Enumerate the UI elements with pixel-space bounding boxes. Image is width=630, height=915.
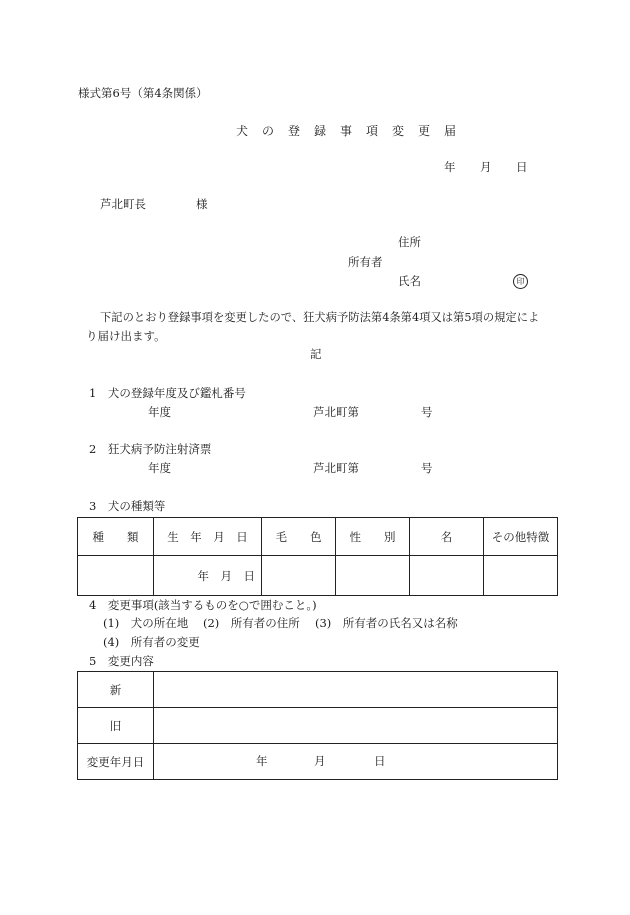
section-1-place: 芦北町第 bbox=[313, 405, 359, 419]
document-title: 犬の登録事項変更届 bbox=[236, 124, 471, 138]
row-new bbox=[78, 672, 558, 708]
label-new: 新 bbox=[78, 672, 154, 708]
section-1-year: 年度 bbox=[148, 405, 171, 419]
section-2-heading: 2 狂犬病予防注射済票 bbox=[89, 442, 212, 456]
cell-old[interactable] bbox=[154, 708, 558, 744]
header-sex: 性 別 bbox=[336, 518, 410, 556]
cell-birthdate[interactable]: 年 月 日 bbox=[154, 556, 262, 596]
change-date-year: 年 bbox=[256, 754, 268, 768]
label-change-date: 変更年月日 bbox=[78, 744, 154, 780]
section-2-number: 号 bbox=[421, 461, 433, 475]
row-old bbox=[78, 708, 558, 744]
dog-info-data-row bbox=[78, 556, 558, 596]
row-change-date bbox=[78, 744, 558, 780]
seal-char: 印 bbox=[513, 274, 528, 289]
section-2-place: 芦北町第 bbox=[313, 461, 359, 475]
section-4-heading: 4 変更事項(該当するものを○で囲むこと。) bbox=[89, 598, 317, 612]
ki-label: 記 bbox=[310, 347, 322, 361]
date-year: 年 bbox=[444, 160, 456, 174]
body-text-line-2: り届け出ます。 bbox=[86, 329, 166, 343]
cell-sex[interactable] bbox=[336, 556, 410, 596]
owner-label: 所有者 bbox=[348, 255, 383, 269]
cell-breed[interactable] bbox=[78, 556, 154, 596]
change-item-3[interactable]: (3) 所有者の氏名又は名称 bbox=[315, 616, 458, 630]
cell-new[interactable] bbox=[154, 672, 558, 708]
dog-info-table bbox=[77, 517, 558, 596]
change-item-4[interactable]: (4) 所有者の変更 bbox=[103, 635, 200, 649]
date-day: 日 bbox=[516, 160, 528, 174]
body-text-line-1: 下記のとおり登録事項を変更したので、狂犬病予防法第4条第4項又は第5項の規定によ bbox=[100, 311, 540, 324]
section-1-heading: 1 犬の登録年度及び鑑札番号 bbox=[89, 386, 246, 400]
addressee-honorific: 様 bbox=[196, 197, 208, 211]
owner-address-label: 住所 bbox=[398, 235, 421, 249]
change-date-month: 月 bbox=[314, 754, 326, 768]
header-name: 名 bbox=[410, 518, 484, 556]
cell-name[interactable] bbox=[410, 556, 484, 596]
change-item-2[interactable]: (2) 所有者の住所 bbox=[203, 616, 300, 630]
section-1-number: 号 bbox=[421, 405, 433, 419]
cell-coat-color[interactable] bbox=[262, 556, 336, 596]
change-date-day: 日 bbox=[374, 754, 386, 768]
cell-change-date[interactable] bbox=[154, 744, 558, 780]
owner-name-label: 氏名 bbox=[398, 274, 421, 288]
date-month: 月 bbox=[480, 160, 492, 174]
dog-info-header-row bbox=[78, 518, 558, 556]
addressee-name: 芦北町長 bbox=[100, 197, 146, 211]
change-content-table bbox=[77, 671, 558, 780]
label-old: 旧 bbox=[78, 708, 154, 744]
header-other-features: その他特徴 bbox=[484, 518, 558, 556]
cell-other-features[interactable] bbox=[484, 556, 558, 596]
header-breed: 種 類 bbox=[78, 518, 154, 556]
form-number: 様式第6号（第4条関係） bbox=[78, 86, 208, 100]
header-birthdate: 生 年 月 日 bbox=[154, 518, 262, 556]
section-3-heading: 3 犬の種類等 bbox=[89, 499, 166, 513]
section-5-heading: 5 変更内容 bbox=[89, 654, 154, 668]
change-item-1[interactable]: (1) 犬の所在地 bbox=[103, 616, 189, 630]
seal-icon bbox=[513, 274, 528, 289]
section-2-year: 年度 bbox=[148, 461, 171, 475]
header-coat-color: 毛 色 bbox=[262, 518, 336, 556]
